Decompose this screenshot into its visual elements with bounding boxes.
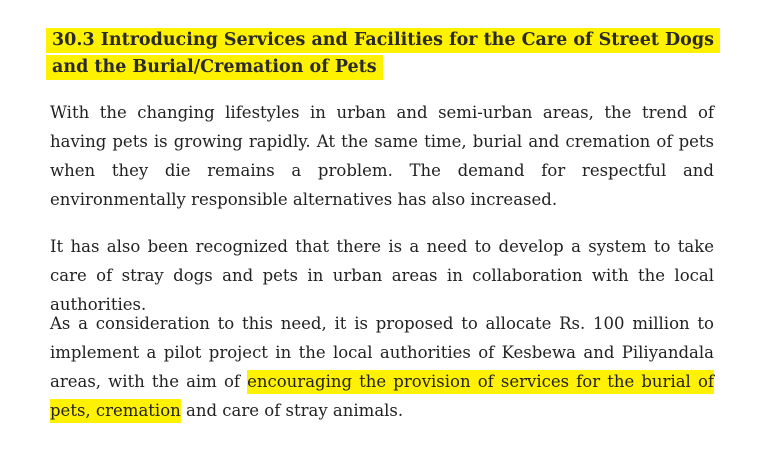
paragraph-allocation-proposal [50, 309, 714, 425]
paragraph-allocation-text: As a consideration to this need, it is proposed to allocate Rs. 100 million to implement a pilot project in the local authorities of Kesbewa and Piliyandala areas, with the aim of [50, 314, 714, 391]
paragraph-pet-trends: With the changing lifestyles in urban and semi-urban areas, the trend of having pets is growing rapidly. At the same time, burial and cremation of pets when they die remains a problem. The demand for respectful and environmentally responsible alternatives has also increased. [50, 103, 714, 209]
paragraph-stray-dog-system: It has also been recognized that there is a need to develop a system to take care of stray dogs and pets in urban areas in collaboration with the local authorities. [50, 237, 714, 314]
section-heading [46, 27, 716, 81]
allocation-highlight: encouraging the provision of services for the burial of pets, cremation [50, 370, 714, 423]
section-heading-highlight: 30.3 Introducing Services and Facilities for the Care of Street Dogs and the Burial/Cremation of Pets [46, 28, 720, 80]
paragraph-allocation-ending: and care of stray animals. [180, 401, 404, 420]
